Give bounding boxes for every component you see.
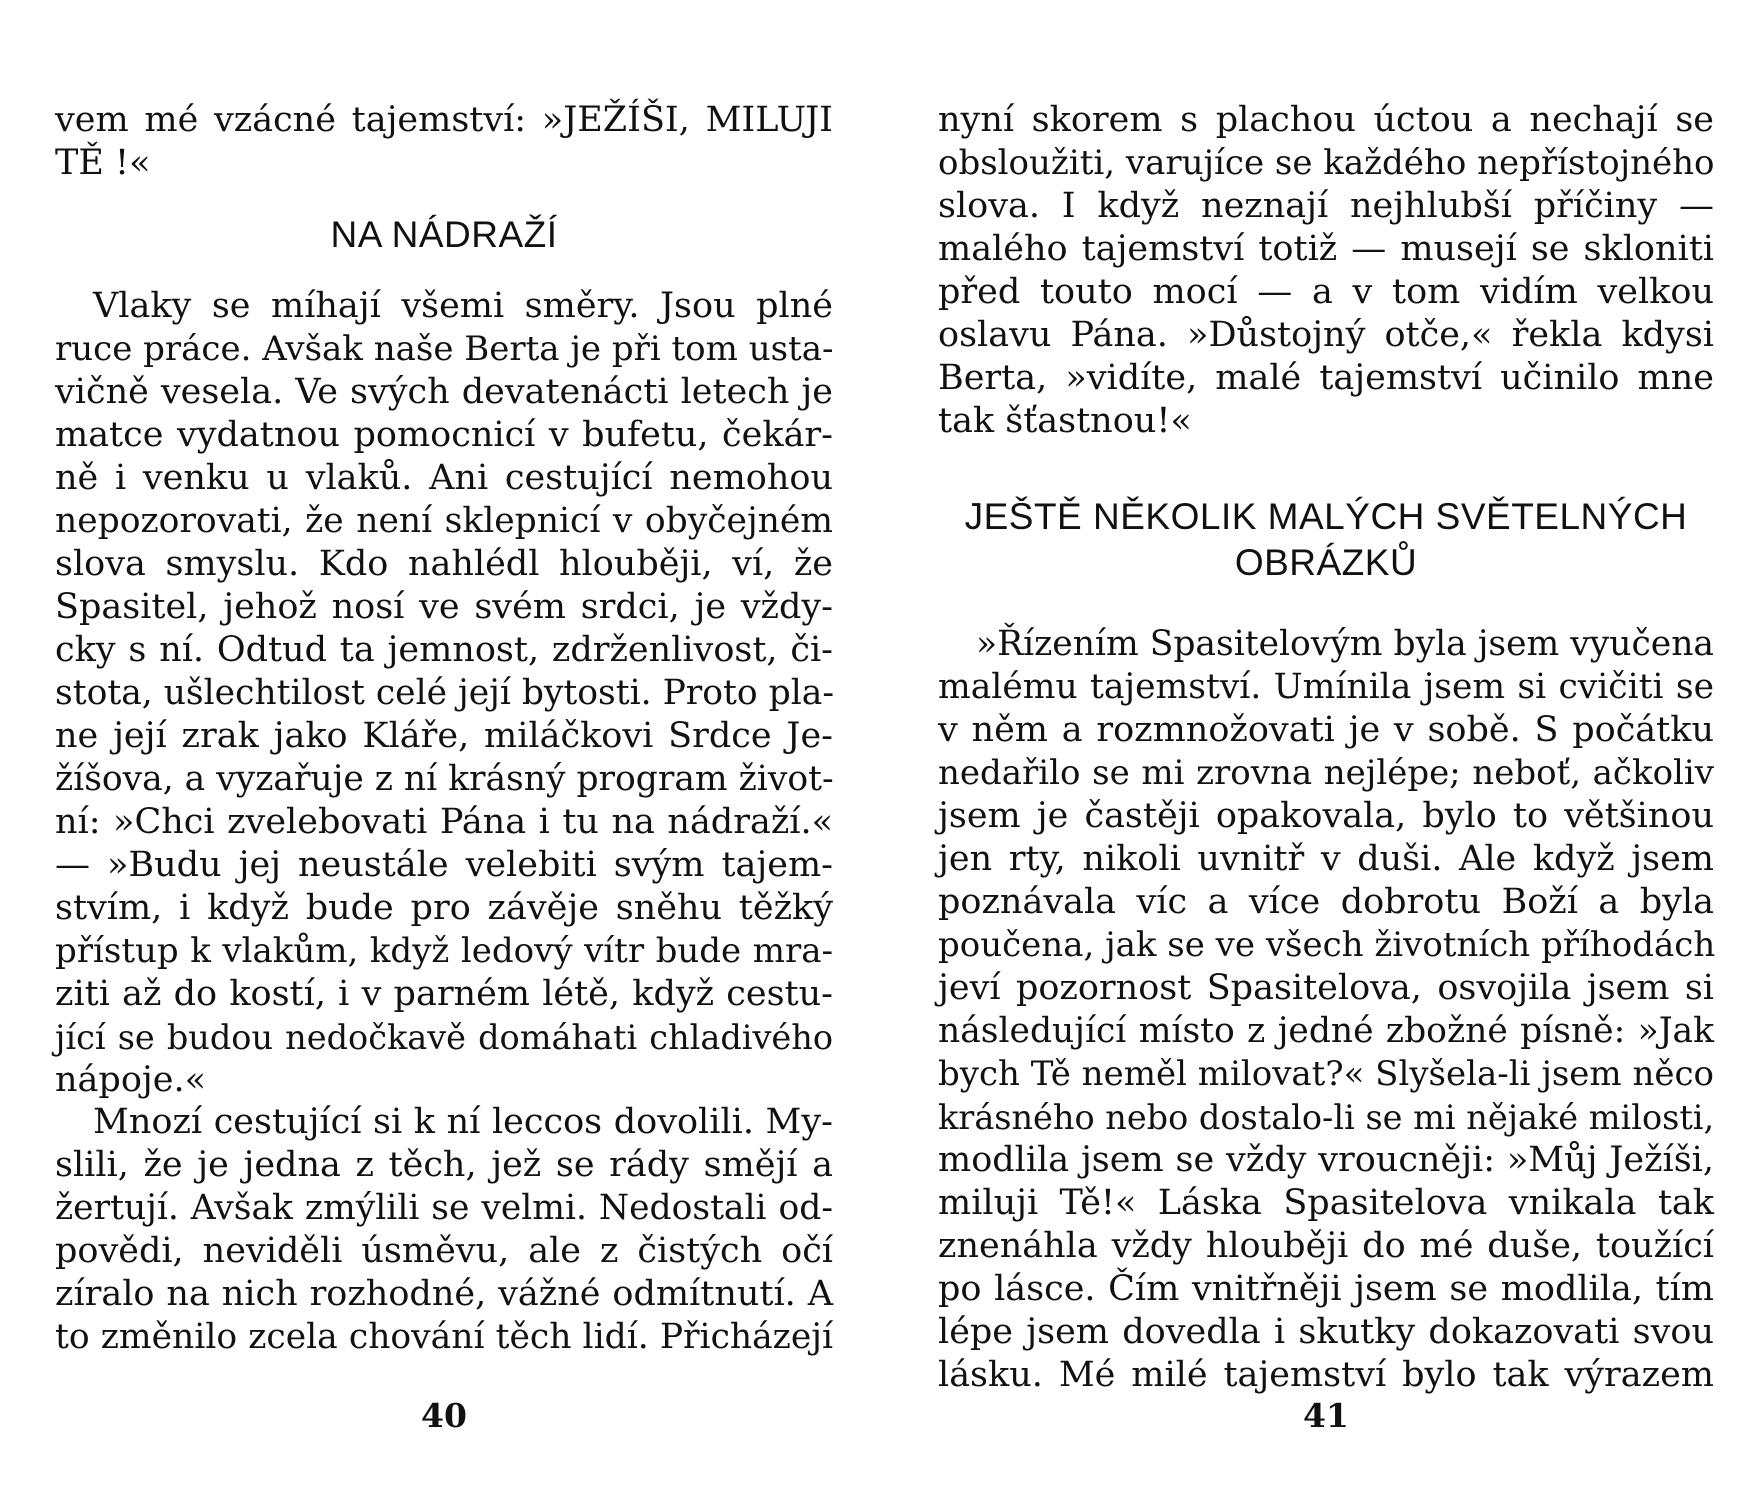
text-line: »Řízením Spasitelovým byla jsem vyučena [976, 624, 1714, 664]
heading-line: JEŠTĚ NĚKOLIK MALÝCH SVĚTELNÝCH [964, 496, 1688, 537]
text-line: znenáhla vždy hlouběji do mé duše, toužící [938, 1226, 1714, 1266]
left-paragraph-1 [55, 285, 833, 1102]
text-line: žertují. Avšak zmýlili se velmi. Nedostali od- [55, 1188, 833, 1228]
text-line: oslavu Pána. »Důstojný otče,« řekla kdysi [938, 315, 1714, 355]
text-line: stvím, i když bude pro závěje sněhu těžký [55, 888, 833, 928]
text-line: ruce práce. Avšak naše Berta je při tom usta- [55, 329, 834, 369]
text-line: vičně vesela. Ve svých devatenácti letech je [55, 372, 833, 412]
text-line: nyní skorem s plachou úctou a nechají se [938, 100, 1714, 140]
text-line: lépe jsem dovedla i skutky dokazovati svou [938, 1312, 1714, 1352]
text-line: stota, ušlechtilost celé její bytosti. Proto pla- [55, 673, 834, 713]
text-line: bych Tě neměl milovat?« Slyšela-li jsem něco [938, 1054, 1715, 1094]
text-line: přístup k vlakům, když ledový vítr bude mra- [55, 931, 833, 971]
text-line: — »Budu jej neustále velebiti svým tajem- [55, 845, 833, 885]
text-line: TĚ !« [55, 143, 151, 183]
text-line: slili, že je jedna z těch, jež se rády smějí a [55, 1145, 833, 1185]
section-heading: NA NÁDRAŽÍ [330, 214, 558, 255]
left-paragraph-2 [55, 1101, 833, 1359]
text-line: ní: »Chci zvelebovati Pána i tu na nádraží.« [55, 802, 833, 842]
text-line: nápoje.« [55, 1060, 206, 1100]
page-number: 40 [421, 1396, 467, 1435]
text-line: tak šťastnou!« [938, 401, 1192, 441]
text-line: Berta, »vidíte, malé tajemství učinilo mne [938, 358, 1714, 398]
text-line: lásku. Mé milé tajemství bylo tak výrazem [938, 1355, 1714, 1395]
text-line: poučena, jak se ve všech životních příhodách [938, 925, 1716, 965]
page-number: 41 [1303, 1396, 1349, 1435]
heading-line: OBRÁZKŮ [1234, 542, 1418, 583]
section-heading [938, 494, 1714, 586]
left-page [55, 0, 833, 1500]
text-line: před touto mocí — a v tom vidím velkou [938, 272, 1714, 312]
text-line: slova smyslu. Kdo nahlédl hlouběji, ví, že [55, 544, 833, 584]
text-line: modlila jsem se vždy vroucněji: »Můj Ježíši, [938, 1140, 1714, 1180]
text-line: matce vydatnou pomocnicí v bufetu, čekár- [55, 415, 833, 455]
text-line: jen rty, nikoli uvnitř v duši. Ale když jsem [938, 839, 1714, 879]
text-line: slova. I když neznají nejhlubší příčiny — [938, 186, 1714, 226]
text-line: ziti až do kostí, i v parném létě, když cestu- [55, 974, 833, 1014]
text-line: poznávala víc a více dobrotu Boží a byla [938, 882, 1714, 922]
right-paragraph [938, 623, 1714, 1397]
text-line: povědi, neviděli úsměvu, ale z čistých očí [55, 1231, 833, 1271]
text-line: žíšova, a vyzařuje z ní krásný program život- [55, 759, 834, 799]
text-line: to změnilo zcela chování těch lidí. Přicházejí [55, 1317, 833, 1357]
text-line: cky s ní. Odtud ta jemnost, zdrženlivost, či- [55, 630, 833, 670]
text-line: obsloužiti, varujíce se každého nepřístojného [938, 143, 1715, 183]
text-line: jící se budou nedočkavě domáhati chladivého [55, 1018, 833, 1057]
text-line: zíralo na nich rozhodné, vážné odmítnutí. A [55, 1274, 833, 1314]
text-line: malému tajemství. Umínila jsem si cvičiti se [938, 667, 1714, 707]
text-line: ně i venku u vlaků. Ani cestující nemohou [55, 458, 833, 498]
right-page [938, 0, 1714, 1500]
text-line: nedařilo se mi zrovna nejlépe; neboť, ačkoliv [938, 753, 1714, 793]
text-line: ne její zrak jako Kláře, miláčkovi Srdce Je- [55, 716, 833, 756]
left-intro [55, 99, 833, 185]
right-intro [938, 99, 1714, 443]
text-line: následující místo z jedné zbožné písně: »Jak [938, 1011, 1714, 1051]
text-line: krásného nebo dostalo-li se mi nějaké milosti, [938, 1098, 1715, 1137]
text-line: v něm a rozmnožovati je v sobě. S počátku [938, 710, 1714, 750]
text-line: malého tajemství totiž — musejí se skloniti [938, 229, 1714, 269]
text-line: jsem je častěji opakovala, bylo to většinou [938, 796, 1714, 836]
text-line: Mnozí cestující si k ní leccos dovolili. My- [93, 1102, 833, 1142]
text-line: nepozorovati, že není sklepnicí v obyčejném [55, 501, 833, 541]
text-line: Vlaky se míhají všemi směry. Jsou plné [93, 286, 833, 326]
text-line: miluji Tě!« Láska Spasitelova vnikala tak [938, 1183, 1714, 1223]
text-line: vem mé vzácné tajemství: »JEŽÍŠI, MILUJI [55, 100, 833, 140]
text-line: jeví pozornost Spasitelova, osvojila jsem si [938, 968, 1714, 1008]
text-line: Spasitel, jehož nosí ve svém srdci, je vždy- [55, 587, 833, 627]
text-line: po lásce. Čím vnitřněji jsem se modlila, tím [938, 1269, 1714, 1309]
